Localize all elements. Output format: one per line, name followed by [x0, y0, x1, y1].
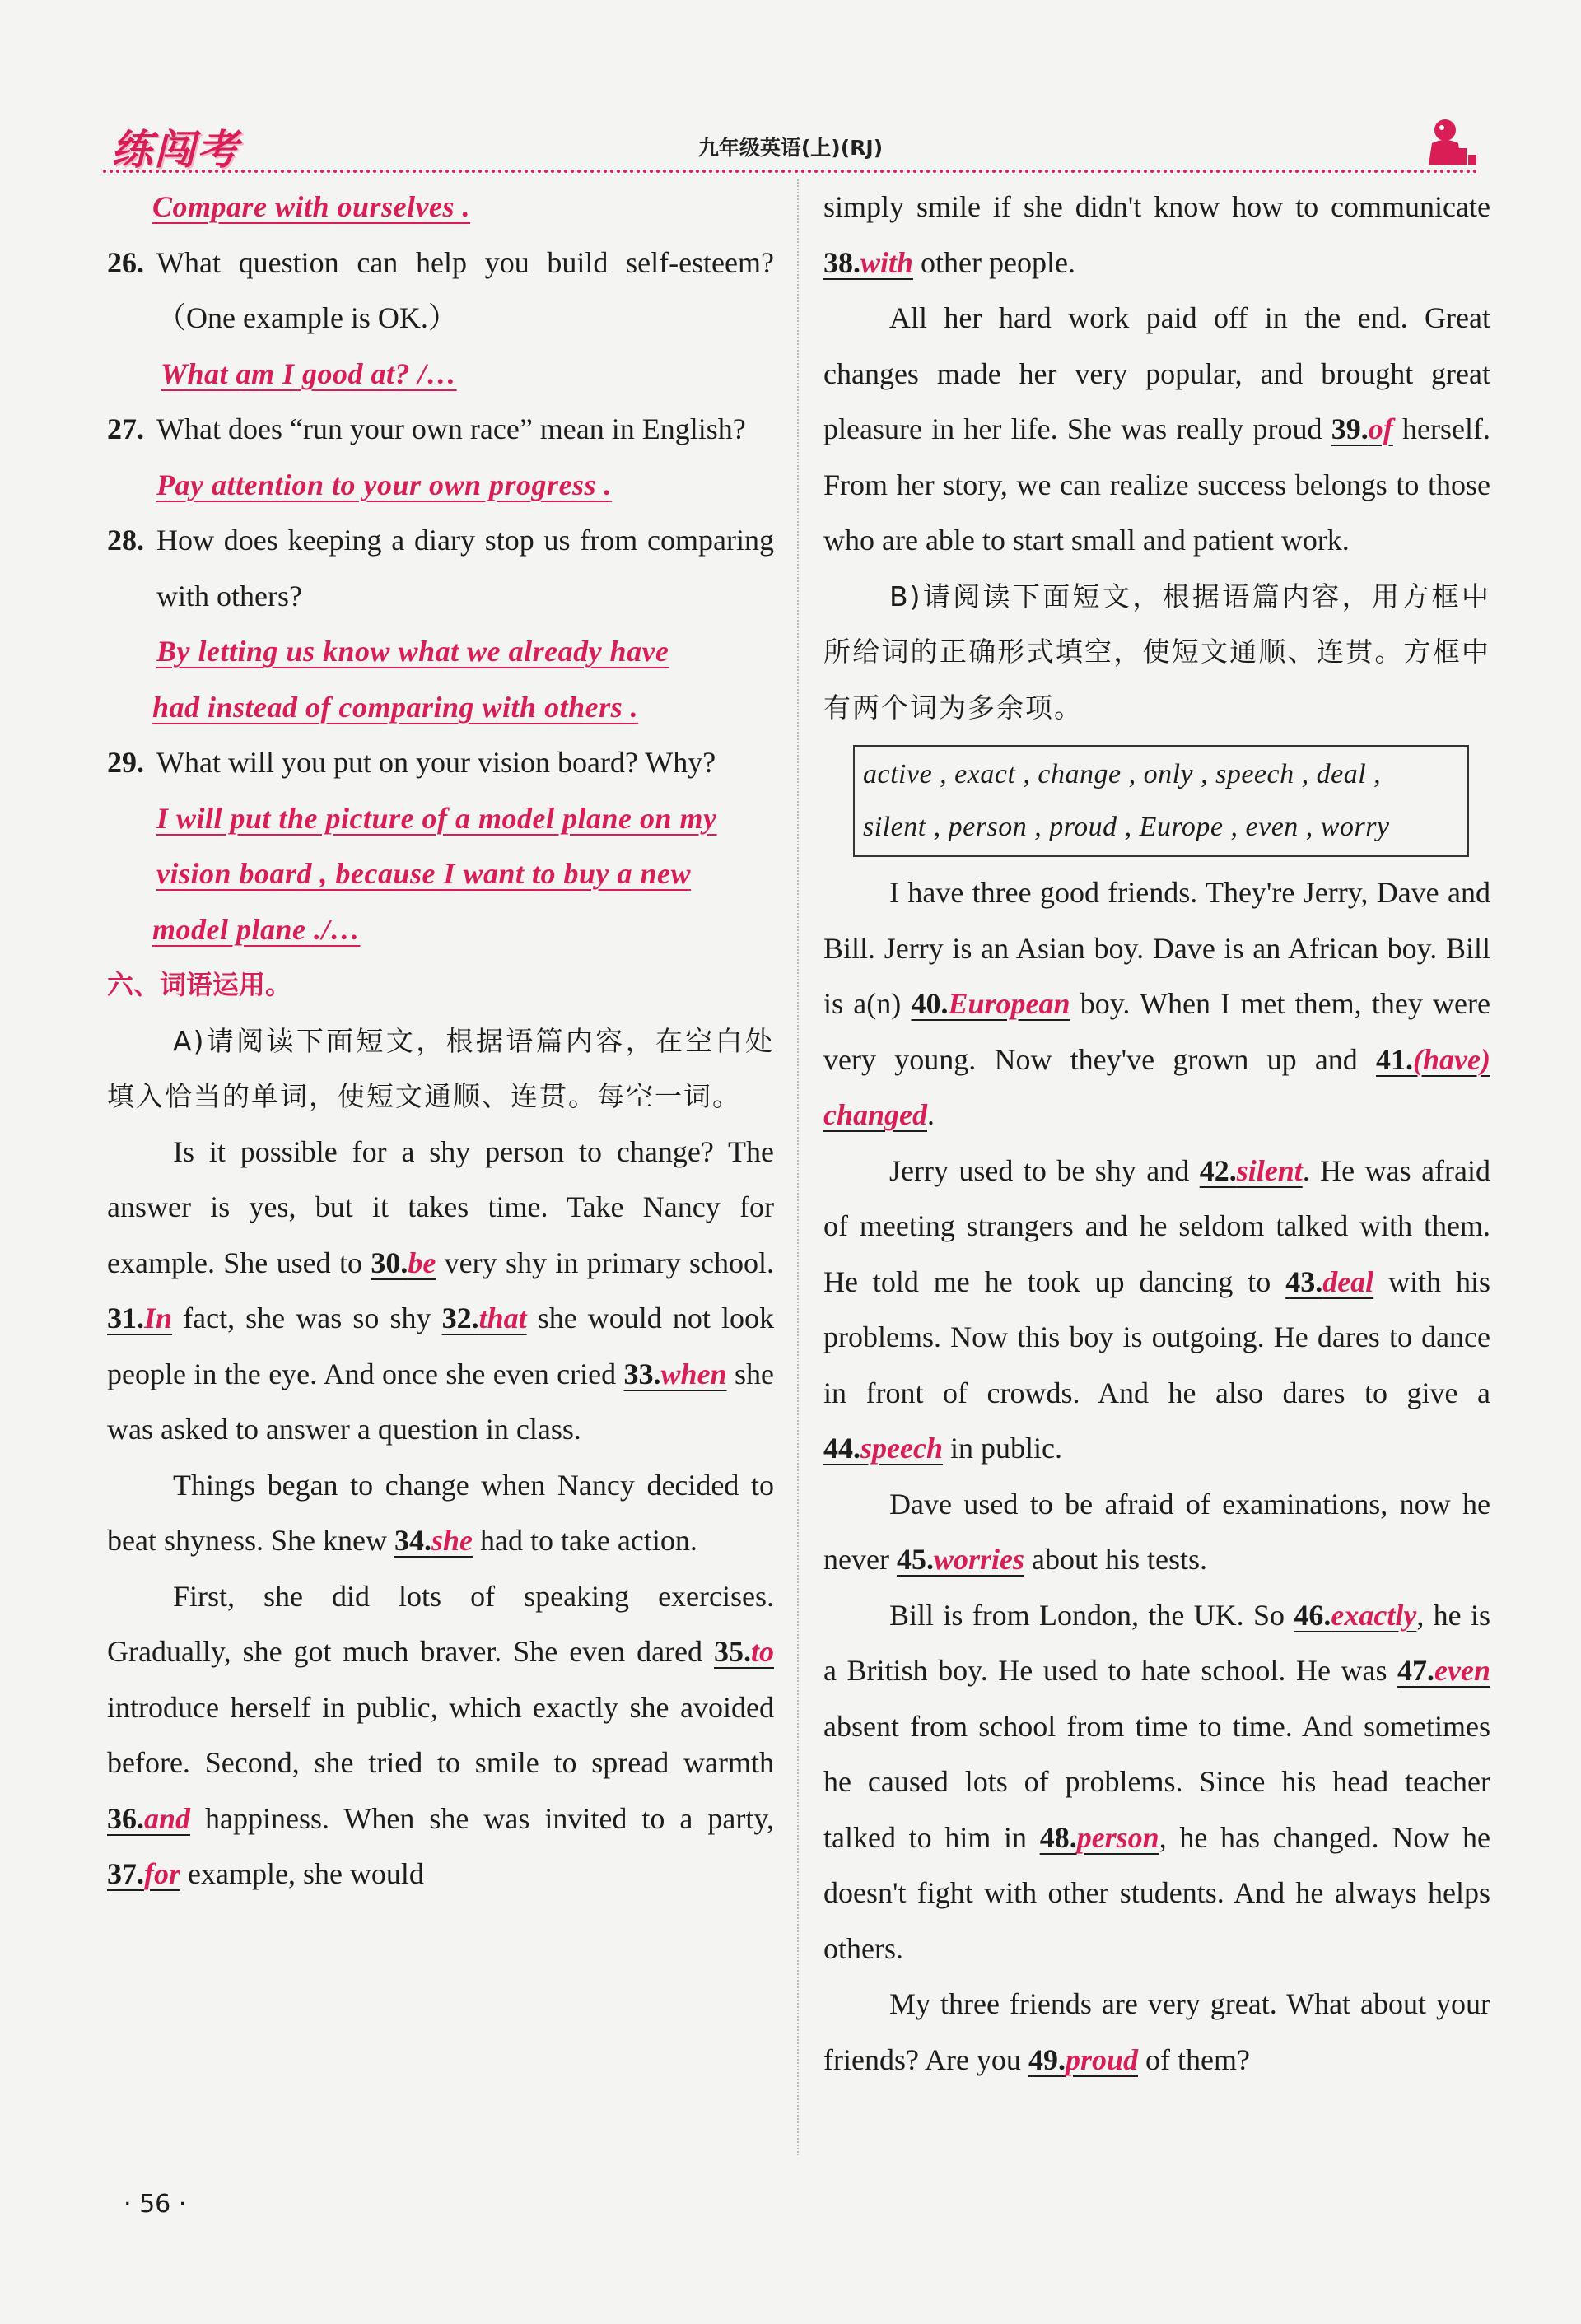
question-text: What question can help you build self-esteem?（One example is OK.）	[156, 245, 774, 334]
blank-33: 33.when	[623, 1357, 727, 1390]
blank-49: 49.proud	[1028, 2042, 1138, 2076]
answer-29-line-2: vision board , because I want to buy a new	[156, 857, 692, 890]
question-number: 27.	[107, 412, 144, 445]
answer-26: What am I good at? /…	[161, 356, 457, 390]
answer-25: Compare with ourselves .	[152, 190, 471, 223]
question-28	[107, 513, 774, 624]
word-box	[853, 745, 1469, 857]
passage-a-paragraph-3-continued: simply smile if she didn't know how to communicate 38.with other people.	[823, 190, 1490, 279]
column-divider	[797, 179, 799, 2155]
answer-29-line-1: I will put the picture of a model plane on my	[156, 801, 717, 835]
section-heading: 六、词语运用。	[107, 969, 292, 1000]
passage-b-paragraph-5: My three friends are very great. What about your friends? Are you 49.proud of them?	[823, 1987, 1490, 2076]
answer-27: Pay attention to your own progress .	[156, 468, 613, 501]
question-text: What will you put on your vision board? Why?	[156, 746, 716, 779]
blank-44: 44.speech	[823, 1432, 943, 1465]
page-header	[103, 115, 1478, 173]
blank-40: 40.European	[911, 987, 1070, 1020]
header-divider	[103, 170, 1478, 173]
word-box-line-2: silent , person , proud , Europe , even , worry	[863, 812, 1390, 842]
question-26	[107, 235, 774, 347]
passage-a-paragraph-4: All her hard work paid off in the end. Great changes made her very popular, and brought great pleasure in her life. She was really proud 39.of herself. From her story, we can realize success belongs to those who are able to start small and patient work.	[823, 301, 1490, 557]
question-number: 28.	[107, 524, 144, 557]
instruction-b: B)请阅读下面短文，根据语篇内容，用方框中所给词的正确形式填空，使短文通顺、连贯。方框中有两个词为多余项。	[823, 580, 1490, 724]
right-column	[823, 179, 1490, 2088]
question-number: 26.	[107, 245, 144, 279]
brand-logo: 练闯考	[111, 126, 240, 174]
blank-36: 36.and	[107, 1801, 191, 1835]
question-number: 29.	[107, 746, 144, 779]
blank-37: 37.for	[107, 1857, 180, 1890]
passage-b-paragraph-4: Bill is from London, the UK. So 46.exactly, he is a British boy. He used to hate school. He was 47.even absent from school from time to time. And sometimes he caused lots of problems. Since his head teacher talked to him in 48.person, he has changed. Now he doesn't fight with other students. And he always helps others.	[823, 1598, 1490, 1965]
blank-32: 32.that	[441, 1302, 527, 1334]
blank-47: 47.even	[1397, 1654, 1490, 1687]
blank-43: 43.deal	[1285, 1264, 1374, 1298]
question-27	[107, 402, 774, 458]
header-title: 九年级英语(上)(RJ)	[697, 136, 884, 160]
answer-28-line-2: had instead of comparing with others .	[152, 690, 639, 724]
passage-a-paragraph-1: Is it possible for a shy person to change? The answer is yes, but it takes time. Take Nancy for example. She used to 30.be very shy in primary school. 31.In fact, she was so shy 32.that she would not look people in the eye. And once she even cried 33.when she was asked to answer a question in class.	[107, 1134, 774, 1446]
blank-31: 31.In	[107, 1302, 173, 1334]
blank-45: 45.worries	[896, 1543, 1024, 1576]
instruction-a: A)请阅读下面短文，根据语篇内容，在空白处填入恰当的单词，使短文通顺、连贯。每空一词。	[107, 1024, 774, 1112]
passage-b-paragraph-2: Jerry used to be shy and 42.silent. He was afraid of meeting strangers and he seldom talked with them. He told me he took up dancing to 43.deal with his problems. Now this boy is outgoing. He dares to dance in front of crowds. And he also dares to give a 44.speech in public.	[823, 1153, 1491, 1465]
passage-a-paragraph-3: First, she did lots of speaking exercises. Gradually, she got much braver. She even dared 35.to introduce herself in public, which exactly she avoided before. Second, she tried to smile to spread warmth 36.and happiness. When she was invited to a party, 37.for example, she would	[107, 1579, 774, 1890]
answer-28-line-1: By letting us know what we already have	[156, 635, 669, 668]
answer-29-line-3: model plane ./…	[152, 912, 361, 946]
passage-b-paragraph-3: Dave used to be afraid of examinations, now he never 45.worries about his tests.	[823, 1487, 1490, 1576]
word-box-line-1: active , exact , change , only , speech , deal ,	[863, 759, 1382, 789]
blank-34: 34.she	[394, 1524, 473, 1557]
blank-48: 48.person	[1039, 1820, 1159, 1854]
fist-mascot-icon	[1420, 115, 1478, 170]
blank-38: 38.with	[823, 245, 914, 279]
blank-39: 39.of	[1331, 412, 1393, 445]
question-29	[107, 735, 774, 791]
blank-41: 41.(have) changed	[823, 1042, 1490, 1131]
blank-46: 46.exactly	[1294, 1598, 1417, 1632]
question-text: How does keeping a diary stop us from comparing with others?	[156, 524, 774, 612]
passage-b-paragraph-1: I have three good friends. They're Jerry, Dave and Bill. Jerry is an Asian boy. Dave is an African boy. Bill is a(n) 40.European boy. When I met them, they were very young. Now they've grown up and 41.(have) changed.	[823, 876, 1490, 1131]
blank-42: 42.silent	[1199, 1153, 1303, 1187]
blank-30: 30.be	[371, 1246, 436, 1279]
page-number: · 56 ·	[124, 2190, 187, 2219]
passage-a-paragraph-2: Things began to change when Nancy decided to beat shyness. She knew 34.she had to take action.	[107, 1468, 774, 1557]
left-column	[107, 179, 774, 1903]
blank-35: 35.to	[713, 1635, 774, 1668]
question-text: What does “run your own race” mean in English?	[156, 412, 746, 445]
